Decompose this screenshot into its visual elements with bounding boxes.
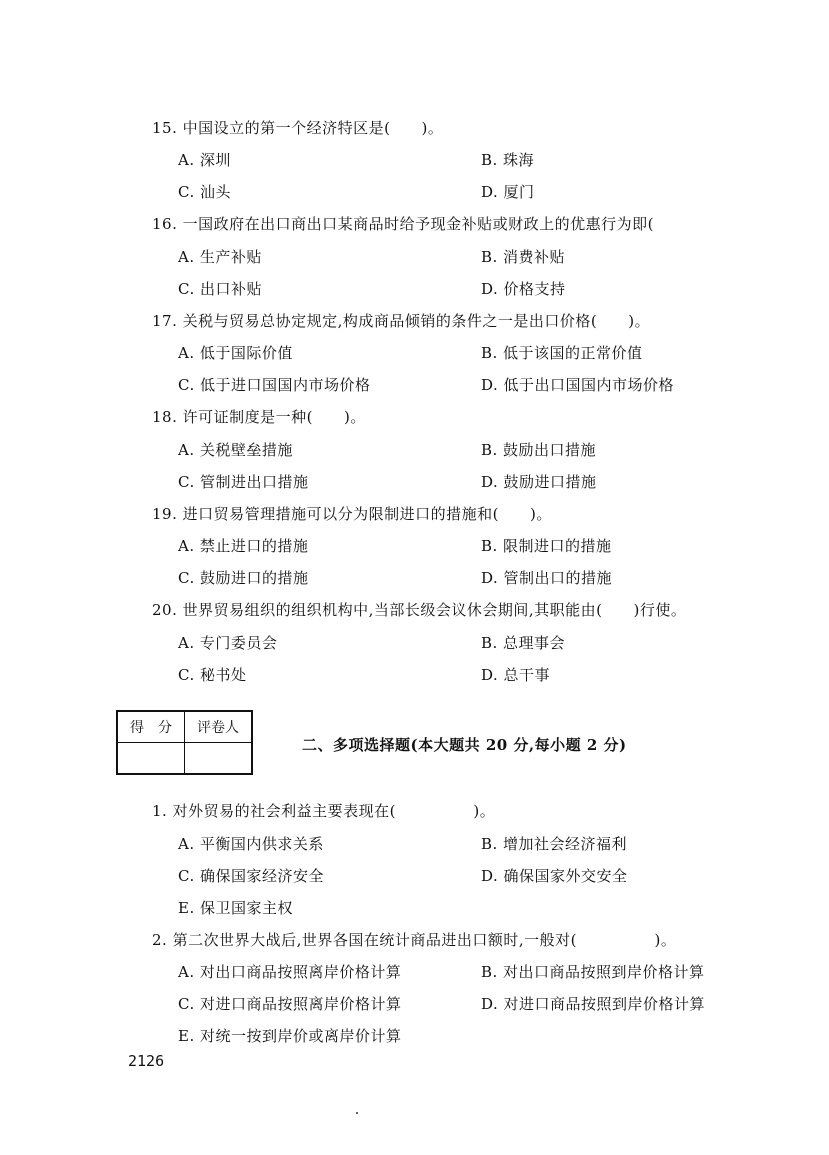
option-c: C. 对进口商品按照离岸价格计算 (178, 995, 402, 1013)
option-d: D. 总干事 (481, 666, 551, 684)
score-cell (117, 743, 185, 775)
option-b: B. 对出口商品按照到岸价格计算 (481, 963, 705, 981)
option-b: B. 总理事会 (481, 634, 566, 652)
option-c: C. 汕头 (178, 183, 231, 201)
grader-cell (185, 743, 253, 775)
grader-label: 评卷人 (185, 711, 253, 743)
option-c: C. 鼓励进口的措施 (178, 569, 309, 587)
option-b: B. 限制进口的措施 (481, 537, 612, 555)
page-number: 2126 (128, 1052, 165, 1070)
option-a: A. 深圳 (178, 151, 231, 169)
option-d: D. 对进口商品按照到岸价格计算 (481, 995, 706, 1013)
question-stem: 1. 对外贸易的社会利益主要表现在( )。 (152, 802, 496, 820)
option-d: D. 管制出口的措施 (481, 569, 613, 587)
section-title: 二、多项选择题(本大题共 20 分,每小题 2 分) (302, 736, 627, 754)
question-stem: 19. 进口贸易管理措施可以分为限制进口的措施和( )。 (152, 505, 552, 523)
option-c: C. 确保国家经济安全 (178, 867, 324, 885)
option-d: D. 厦门 (481, 183, 535, 201)
question-stem: 18. 许可证制度是一种( )。 (152, 408, 366, 426)
option-e: E. 对统一按到岸价或离岸价计算 (178, 1027, 402, 1045)
option-b: B. 低于该国的正常价值 (481, 344, 643, 362)
option-a: A. 专门委员会 (178, 634, 278, 652)
option-b: B. 消费补贴 (481, 248, 566, 266)
option-d: D. 低于出口国国内市场价格 (481, 376, 675, 394)
option-a: A. 低于国际价值 (178, 344, 293, 362)
question-stem: 2. 第二次世界大战后,世界各国在统计商品进出口额时,一般对( )。 (152, 931, 677, 949)
option-b: B. 珠海 (481, 151, 535, 169)
option-a: A. 对出口商品按照离岸价格计算 (178, 963, 402, 981)
question-stem: 17. 关税与贸易总协定规定,构成商品倾销的条件之一是出口价格( )。 (152, 312, 651, 330)
option-c: C. 出口补贴 (178, 280, 262, 298)
option-a: A. 生产补贴 (178, 248, 262, 266)
option-a: A. 平衡国内供求关系 (178, 835, 324, 853)
score-label: 得 分 (117, 711, 185, 743)
option-b: B. 增加社会经济福利 (481, 835, 628, 853)
option-c: C. 管制进出口措施 (178, 473, 309, 491)
question-stem: 16. 一国政府在出口商出口某商品时给予现金补贴或财政上的优惠行为即( (152, 215, 654, 233)
option-c: C. 低于进口国国内市场价格 (178, 376, 371, 394)
option-e: E. 保卫国家主权 (178, 899, 293, 917)
question-stem: 20. 世界贸易组织的组织机构中,当部长级会议休会期间,其职能由( )行使。 (152, 601, 687, 619)
option-d: D. 鼓励进口措施 (481, 473, 597, 491)
score-box (116, 710, 253, 775)
option-a: A. 关税壁垒措施 (178, 441, 293, 459)
scan-speck (356, 1112, 358, 1114)
option-a: A. 禁止进口的措施 (178, 537, 309, 555)
option-c: C. 秘书处 (178, 666, 247, 684)
option-b: B. 鼓励出口措施 (481, 441, 597, 459)
option-d: D. 价格支持 (481, 280, 566, 298)
option-d: D. 确保国家外交安全 (481, 867, 628, 885)
question-stem: 15. 中国设立的第一个经济特区是( )。 (152, 119, 444, 137)
